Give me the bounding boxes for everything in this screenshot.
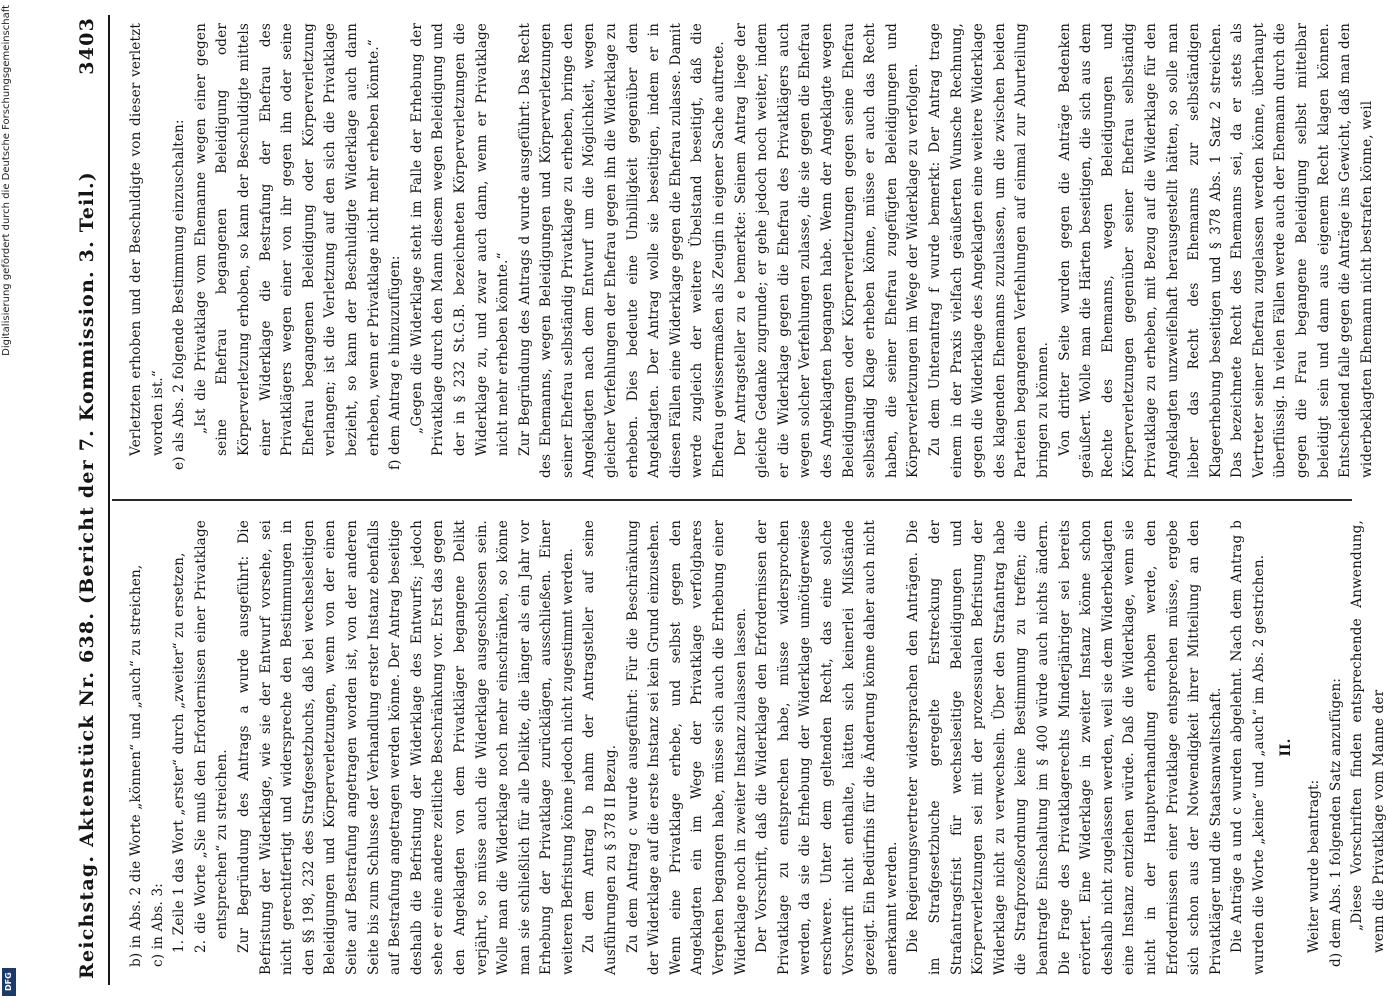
paragraph: Zu dem Antrag b nahm der Antragsteller auf seine Ausführungen zu § 378 II Bezug. (581, 520, 620, 975)
paragraph: Die Regierungsvertreter widersprachen den Anträgen. Die im Strafgesetzbuche geregelte Erstreckung der Strafantragsfrist für wechselseitige Beleidigungen und Körperverletzungen sei mit der prozessualen Befristung der Widerklage nicht zu verwechseln. Über den Strafantrag habe die Strafprozeßordnung keine Bestimmung zu treffen; die beantragte Einschaltung im § 400 würde auch nichts ändern. Die Frage des Privatklagerechts Minderjähriger sei bereits erörtert. Eine Widerklage in zweiter Instanz könne schon deshalb nicht zugelassen werden, weil sie dem Widerbeklagten eine Instanz entziehen würde. Daß die Widerklage, wenn sie nicht in der Hauptverhandlung erhoben werde, den Erfordernissen einer Privatklage entsprechen müsse, ergebe sich schon aus der Notwendigkeit ihrer Mitteilung an den Privatkläger und die Staatsanwaltschaft. (905, 520, 1224, 975)
paragraph: f) dem Antrag e hinzuzufügen: (387, 255, 404, 470)
document-page (66, 15, 1387, 985)
paragraph: Zu dem Unterantrag f wurde bemerkt: Der Antrag trage einem in der Praxis vielfach geäußerten Wunsche Rechnung, gegen die Widerklage des Angeklagten eine weitere Widerklage des klagenden Ehemanns zuzulassen, um die zwischen beiden Parteien begangenen Verfehlungen auf einmal zur Aburteilung bringen zu können. (926, 23, 1051, 478)
paragraph: „Gegen die Widerklage steht im Falle der Erhebung der Privatklage durch den Mann diesem wegen Beleidigung und der in § 232 St.G.B. bezeichneten Körperverletzungen die Widerklage zu, und zwar auch dann, wenn er Privatklage nicht mehr erheben könnte.“ (408, 23, 512, 456)
right-column (126, 23, 1375, 478)
page-title: Reichstag. Aktenstück Nr. 638. (Bericht der 7. Kommission. 3. Teil.) (76, 171, 98, 979)
paragraph: Verletzten erhoben und der Beschuldigte von dieser verletzt worden ist.“ (128, 23, 166, 456)
paragraph: Zur Begründung des Antrags a wurde ausgeführt: Die Befristung der Widerklage, wie sie der Entwurf vorsehe, sei nicht gerechtfertigt und widerspreche den Bestimmungen in den §§ 198, 232 des Strafgesetzbuchs, daß bei wechselseitigen Beleidigungen und Körperverletzungen, wenn von der einen Seite auf Bestrafung angetragen worden ist, von der anderen Seite bis zum Schlusse der Verhandlung erster Instanz ebenfalls auf Bestrafung angetragen werden könne. Der Antrag beseitige deshalb die Befristung der Widerklage des Entwurfs; jedoch sehe er eine andere zeitliche Beschränkung vor. Erst das gegen den Angeklagten von dem Privatkläger begangene Delikt verjährt, so müsse auch die Widerklage ausgeschlossen sein. Wolle man die Widerklage noch mehr einschränken, so könne man sie schließlich für alle Delikte, die länger als ein Jahr vor Erhebung der Privatklage zurücklägen, ausschließen. Einer weiteren Befristung könne jedoch nicht zugestimmt werden. (235, 520, 576, 975)
paragraph: 1. Zeile 1 das Wort „erster“ durch „zweiter“ zu ersetzen, (171, 552, 188, 953)
paragraph: Weiter wurde beantragt: (1306, 779, 1323, 953)
paragraph: b) in Abs. 2 die Worte „können“ und „auch“ zu streichen, (128, 564, 144, 967)
paragraph: Von dritter Seite wurden gegen die Anträge Bedenken geäußert. Wolle man die Härten beseitigen, die sich aus dem Rechte des Ehemanns, wegen Beleidigungen und Körperverletzungen gegenüber seiner Ehefrau selbständig Privatklage zu erheben, mit Bezug auf die Widerklage für den Angeklagten unzweifelhaft herausgestellt hätten, so solle man lieber das Recht des Ehemanns zur selbständigen Klageerhebung beseitigen und § 378 Abs. 1 Satz 2 streichen. Das bezeichnete Recht des Ehemanns sei, da er stets als Vertreter seiner Ehefrau zugelassen werden könne, überhaupt überflüssig. In vielen Fällen werde auch der Ehemann durch die gegen die Frau begangene Beleidigung selbst mittelbar beleidigt sein und dann aus eigenem Recht klagen können. Entscheidend falle gegen die Anträge ins Gewicht, daß man den widerbeklagten Ehemann nicht bestrafen könne, weil (1056, 23, 1375, 478)
paragraph: Zur Begründung des Antrags d wurde ausgeführt: Das Recht des Ehemanns, wegen Beleidigungen und Körperverletzungen seiner Ehefrau selbständig Privatklage zu erheben, bringe den Angeklagten nach dem Entwurf um die Möglichkeit, wegen gleicher Verfehlungen der Ehefrau gegen ihn die Widerklage zu erheben. Dies bedeute eine Unbilligkeit gegenüber dem Angeklagten. Der Antrag wolle sie beseitigen, indem er in diesen Fällen eine Widerklage gegen die Ehefrau zulasse. Damit werde zugleich der weitere Übelstand beseitigt, daß die Ehefrau gewissermaßen als Zeugin in eigener Sache auftrete. (516, 23, 728, 478)
dfg-logo: DFG (2, 968, 16, 996)
paragraph: c) in Abs. 3: (149, 883, 166, 967)
credit-text: Digitalisierung gefördert durch die Deutsche Forschungsgemeinschaft (1, 5, 12, 356)
paragraph: „Ist die Privatklage vom Ehemanne wegen einer gegen seine Ehefrau begangenen Beleidigung oder Körperverletzung erhoben, so kann der Beschuldigte mittels einer Widerklage die Bestrafung der Ehefrau des Privatklägers wegen einer von ihr gegen ihn oder seine Ehefrau begangenen Beleidigung oder Körperverletzung verlangen; ist die Verletzung auf den sich die Privatklage bezieht, so kann der Beschuldigte Widerklage auch dann erheben, wenn er Privatklage nicht mehr erheben könnte.“ (192, 23, 382, 456)
paragraph: Zu dem Antrag c wurde ausgeführt: Für die Beschränkung der Widerklage auf die erste Instanz sei kein Grund einzusehen. Wenn eine Privatklage erhebe, und selbst gegen den Angeklagten ein im Wege der Privatklage verfolgbares Vergehen begangen habe, müsse sich auch die Erhebung einer Widerklage noch in zweiter Instanz zulassen lassen. (624, 520, 749, 975)
paragraph: 2. die Worte „Sie muß den Erfordernissen einer Privatklage entsprechen“ zu streichen. (192, 520, 231, 953)
paragraph: „Diese Vorschriften finden entsprechende Anwendung, wenn die Privatklage vom Manne der (1349, 520, 1387, 953)
paragraph: Der Vorschrift, daß die Widerklage den Erfordernissen der Privatklage zu entsprechen habe, müsse widersprochen werden, da sie die Erhebung der Widerklage unnötigerweise erschwere. Unter dem geltenden Recht, das eine solche Vorschrift nicht enthalte, hätten sich keinerlei Mißstände gezeigt. Ein Bedürfnis für die Änderung könne daher auch nicht anerkannt werden. (754, 520, 900, 975)
paragraph: Der Antragsteller zu e bemerkte: Seinem Antrag liege der gleiche Gedanke zugrunde; er gehe jedoch noch weiter, indem er die Widerklage gegen die Ehefrau des Privatklägers auch wegen solcher Verfehlungen zulasse, die sie gegen die Ehefrau des Angeklagten begangen habe. Wenn der Angeklagte wegen Beleidigungen oder Körperverletzungen gegen seine Ehefrau selbständig Klage erheben könne, müsse er auch das Recht haben, die seiner Ehefrau zugefügten Beleidigungen und Körperverletzungen im Wege der Widerklage zu verfolgen. (732, 23, 922, 478)
column-divider (112, 500, 1352, 502)
paragraph: Die Anträge a und c wurden abgelehnt. Nach dem Antrag b wurden die Worte „keine“ und „auch“ im Abs. 2 gestrichen. (1229, 520, 1267, 975)
section-heading: II. (1278, 738, 1295, 757)
page-header (66, 15, 110, 985)
paragraph: e) als Abs. 2 folgende Bestimmung einzuschalten: (171, 119, 188, 470)
page-number: 3403 (76, 17, 98, 75)
digitization-credit (0, 5, 15, 1000)
paragraph: d) dem Abs. 1 folgenden Satz anzufügen: (1327, 677, 1344, 967)
left-column (126, 520, 1387, 975)
